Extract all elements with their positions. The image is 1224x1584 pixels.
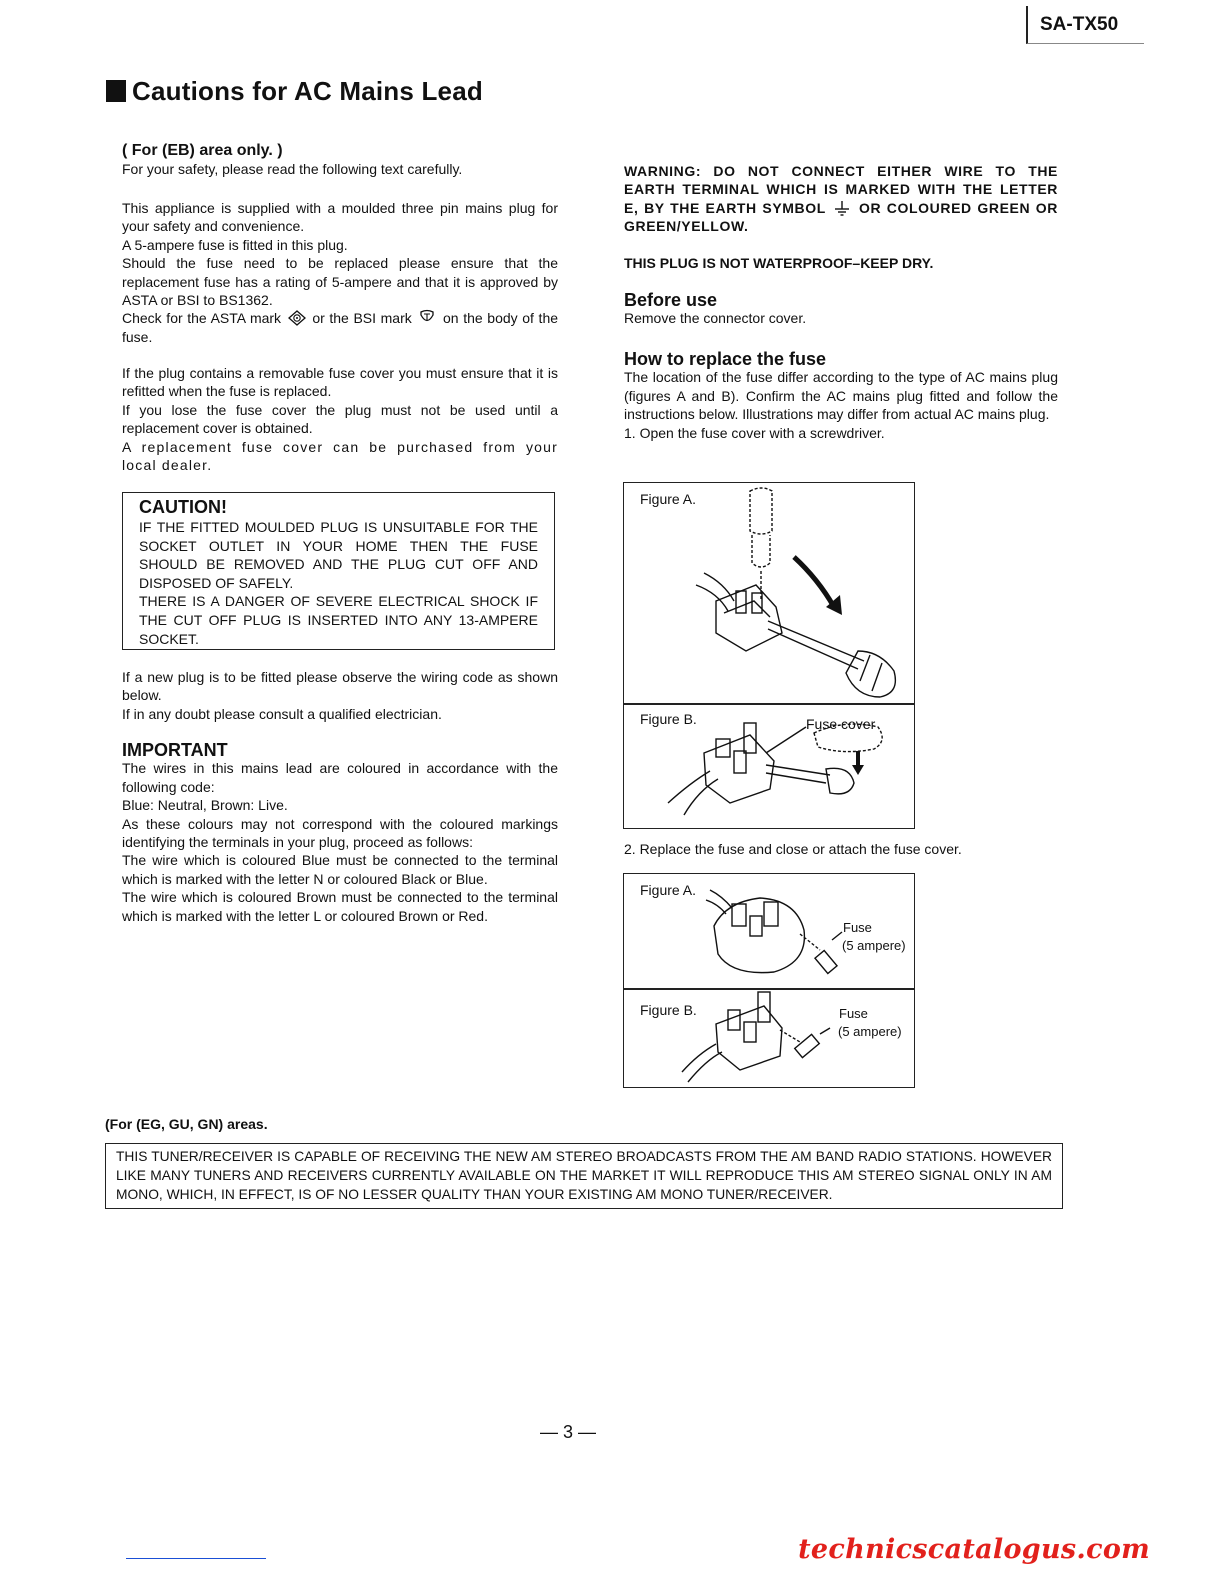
area-heading: ( For (EB) area only. ) (122, 142, 283, 159)
before-use-title: Before use (624, 290, 718, 310)
page-title (106, 76, 483, 107)
check-text-c: on the body of the fuse. (122, 310, 559, 345)
step-1: 1. Open the fuse cover with a screwdriver. (624, 424, 885, 441)
fuse-info-paragraph (122, 199, 558, 346)
waterproof-note: THIS PLUG IS NOT WATERPROOF–KEEP DRY. (624, 255, 934, 271)
figure-b-illustration (654, 705, 914, 827)
am-stereo-notice: THIS TUNER/RECEIVER IS CAPABLE OF RECEIVING THE NEW AM STEREO BROADCASTS FROM THE AM BAND RADIO STATIONS. HOWEVER LIKE MANY TUNERS AND RECEIVERS CURRENTLY AVAILABLE ON THE MARKET IT WILL REPRODUCE THIS AM STEREO SIGNAL ONLY IN AM MONO, WHICH, IN EFFECT, IS OF NO LESSER QUALITY THAN YOUR EXISTING AM MONO TUNER/RECEIVER. (105, 1143, 1063, 1209)
page-number: — 3 — (540, 1422, 597, 1442)
caution-text: IF THE FITTED MOULDED PLUG IS UNSUITABLE FOR THE SOCKET OUTLET IN YOUR HOME THEN THE FUSE SHOULD BE REMOVED AND THE PLUG CUT OFF AND DISPOSED OF SAFELY. (139, 519, 538, 591)
left-column-intro (122, 142, 558, 179)
fuse-check-line (122, 309, 558, 346)
important-line: The wires in this mains lead are coloured in accordance with the following code: (122, 760, 558, 795)
intro-text: For your safety, please read the following text carefully. (122, 161, 463, 178)
new-plug-line: If in any doubt please consult a qualified electrician. (122, 705, 442, 722)
important-section (122, 741, 558, 925)
replace-fuse-title: How to replace the fuse (624, 349, 827, 369)
figure-group-open-cover (623, 482, 915, 829)
important-line: The wire which is coloured Blue must be connected to the terminal which is marked with the letter N or coloured Black or Blue. (122, 852, 558, 887)
caution-title: CAUTION! (139, 497, 227, 517)
figure-a-fuse-illustration (704, 878, 844, 986)
fuse-cover-line: If you lose the fuse cover the plug must not be used until a replacement cover is obtained. (122, 401, 558, 437)
am-section-heading: (For (EG, GU, GN) areas. (105, 1116, 268, 1132)
fuse-cover-line: If the plug contains a removable fuse cover you must ensure that it is refitted when the fuse is replaced. (122, 365, 558, 400)
before-use-text: Remove the connector cover. (624, 310, 807, 327)
caution-box (122, 492, 555, 650)
important-line: As these colours may not correspond with the coloured markings identifying the terminals in your plug, proceed as follows: (122, 815, 558, 851)
warning-text-b: OR COLOURED GREEN OR GREEN/YELLOW. (624, 199, 1058, 235)
replace-fuse-text: The location of the fuse differ according to the type of AC mains plug (figures A and B). Confirm the AC mains plug fitted and follow the instructions below. Illustrations may differ from actual AC mains plug. (624, 369, 1058, 423)
figure-a-illustration (694, 483, 914, 703)
fuse-rating-label: (5 ampere) (842, 938, 906, 953)
new-plug-paragraph (122, 668, 558, 723)
important-line: Blue: Neutral, Brown: Live. (122, 797, 288, 814)
footer-rule (126, 1558, 266, 1559)
fuse-rating-label: (5 ampere) (838, 1024, 902, 1039)
bullet-square-icon (106, 80, 126, 102)
step-2: 2. Replace the fuse and close or attach the fuse cover. (624, 841, 962, 857)
important-line: The wire which is coloured Brown must be connected to the terminal which is marked with the letter L or coloured Brown or Red. (122, 889, 558, 924)
check-text-b: or the BSI mark (312, 310, 412, 327)
fuse-label: Fuse (839, 1006, 868, 1021)
fuse-info-line: Should the fuse need to be replaced please ensure that the replacement fuse has a rating of 5-ampere and that it is approved by ASTA or BSI to BS1362. (122, 255, 558, 309)
fuse-info-line: This appliance is supplied with a moulded three pin mains plug for your safety and convenience. (122, 200, 558, 235)
figure-a-label: Figure A. (640, 882, 697, 898)
replace-fuse-section (624, 350, 1058, 442)
figure-a-label: Figure A. (640, 491, 697, 507)
model-number: SA-TX50 (1026, 6, 1144, 44)
figure-b-label: Figure B. (640, 1002, 697, 1018)
check-text-a: Check for the ASTA mark (122, 310, 282, 327)
asta-mark-icon (288, 310, 306, 326)
new-plug-line: If a new plug is to be fitted please observe the wiring code as shown below. (122, 669, 558, 704)
figure-b-fuse-illustration (680, 990, 840, 1086)
fuse-cover-line: A replacement fuse cover can be purchased from your local dealer. (122, 438, 558, 474)
figure-b-label: Figure B. (640, 711, 697, 727)
page-title-text: Cautions for AC Mains Lead (132, 76, 483, 106)
fuse-cover-paragraph (122, 364, 558, 474)
bsi-mark-icon (418, 309, 436, 327)
fuse-info-line: A 5-ampere fuse is fitted in this plug. (122, 236, 348, 253)
earth-symbol-icon (833, 200, 851, 216)
fuse-cover-label: Fuse cover (806, 716, 876, 732)
fuse-label: Fuse (843, 920, 872, 935)
figure-group-replace-fuse (623, 873, 915, 1088)
warning-text-a: WARNING: DO NOT CONNECT EITHER WIRE TO THE EARTH TERMINAL WHICH IS MARKED WITH THE LETTER E, BY THE EARTH SYMBOL (624, 163, 1058, 216)
caution-text: THERE IS A DANGER OF SEVERE ELECTRICAL SHOCK IF THE CUT OFF PLUG IS INSERTED INTO ANY 13-AMPERE SOCKET. (139, 593, 538, 647)
before-use-section (624, 291, 1058, 328)
important-title: IMPORTANT (122, 740, 228, 760)
warning-text (624, 162, 1058, 236)
footer-site-link[interactable]: technicscatalogus.com (798, 1534, 1150, 1565)
